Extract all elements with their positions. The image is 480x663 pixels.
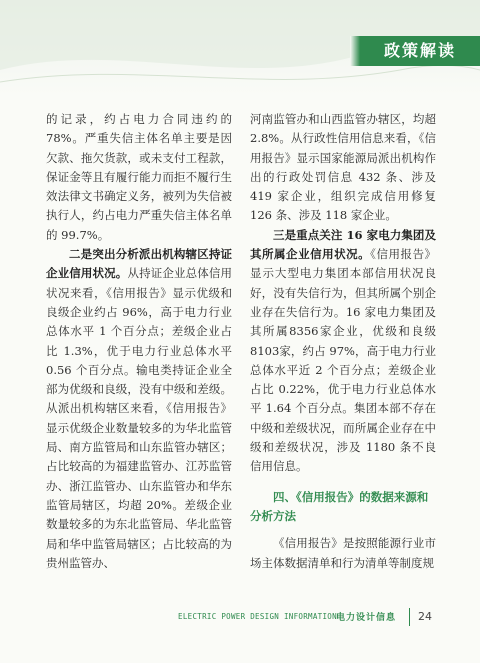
right-column [250,110,436,573]
left-paragraph-1: 的记录，约占电力合同违约的 78%。严重失信主体名单主要是因欠款、拖欠货款，或未支付工程款，保证金等且有履行能力而拒不履行生效法律文书确定义务，被列为失信被执行人，约占电力严重失信主体名单的 99.7%。 [46,112,232,242]
left-paragraph-2-body: 从持证企业总体信用状况来看，《信用报告》显示优级和良级企业约占 96%，高于电力行业总体水平 1 个百分点；差级企业占比 1.3%，优于电力行业总体水平 0.56 个百分点。输电类持证企业全部为优级和良级，没有中级和差级。从派出机构辖区来看，《信用报告》显示优级企业数量较多的为华北监管局、南方监管局和山东监管办辖区；占比较高的为福建监管办、江苏监管办、浙江监管办、山东监管办和华东监管局辖区，均超 20%。差级企业数量较多的为东北监管局、华北监管局和华中监管局辖区；占比较高的为贵州监管办、 [46,266,233,570]
right-paragraph-3: 《信用报告》是按照能源行业市场主体数据清单和行为清单等制度规 [250,536,436,570]
left-paragraph-2 [46,245,232,573]
right-paragraph-2 [250,226,436,477]
footer-divider [409,608,410,626]
left-column [46,110,232,573]
right-paragraph-2-lead: 三是重点关注 16 家电力集团及其所属企业信用状况。 [250,227,436,262]
footer-journal-english: ELECTRIC POWER DESIGN INFORMATION [178,612,337,621]
section-heading [250,488,436,527]
right-paragraph-1: 河南监管办和山西监管办辖区，均超 2.8%。从行政性信用信息来看，《信用报告》显示国家能源局派出机构作出的行政处罚信息 432 条、涉及 419 家企业，组织完成信用修复 126 条、涉及 118 家企业。 [250,112,436,223]
section-tag: 政策解读 [360,36,480,66]
right-paragraph-2-body: 《信用报告》显示大型电力集团本部信用状况良好，没有失信行为，但其所属个别企业存在失信行为。16 家电力集团及其所属8356家企业，优级和良级8103家，约占 97%，高于电力行业总体水平近 2 个百分点；差级企业占比 0.22%，优于电力行业总体水平 1.64 个百分点。集团本部不存在中级和差级状况，而所属企业存在中级和差级状况，涉及 1180 条不良信用信息。 [250,247,437,474]
page-number: 24 [418,610,432,623]
footer-journal-chinese: 电力设计信息 [336,613,397,623]
left-paragraph-2-lead: 二是突出分析派出机构辖区持证企业信用状况。 [46,247,232,281]
section-heading-line1: 四、《信用报告》的数据来源和 [273,489,429,504]
page-footer [0,608,480,630]
section-heading-line2: 分析方法 [250,508,296,523]
